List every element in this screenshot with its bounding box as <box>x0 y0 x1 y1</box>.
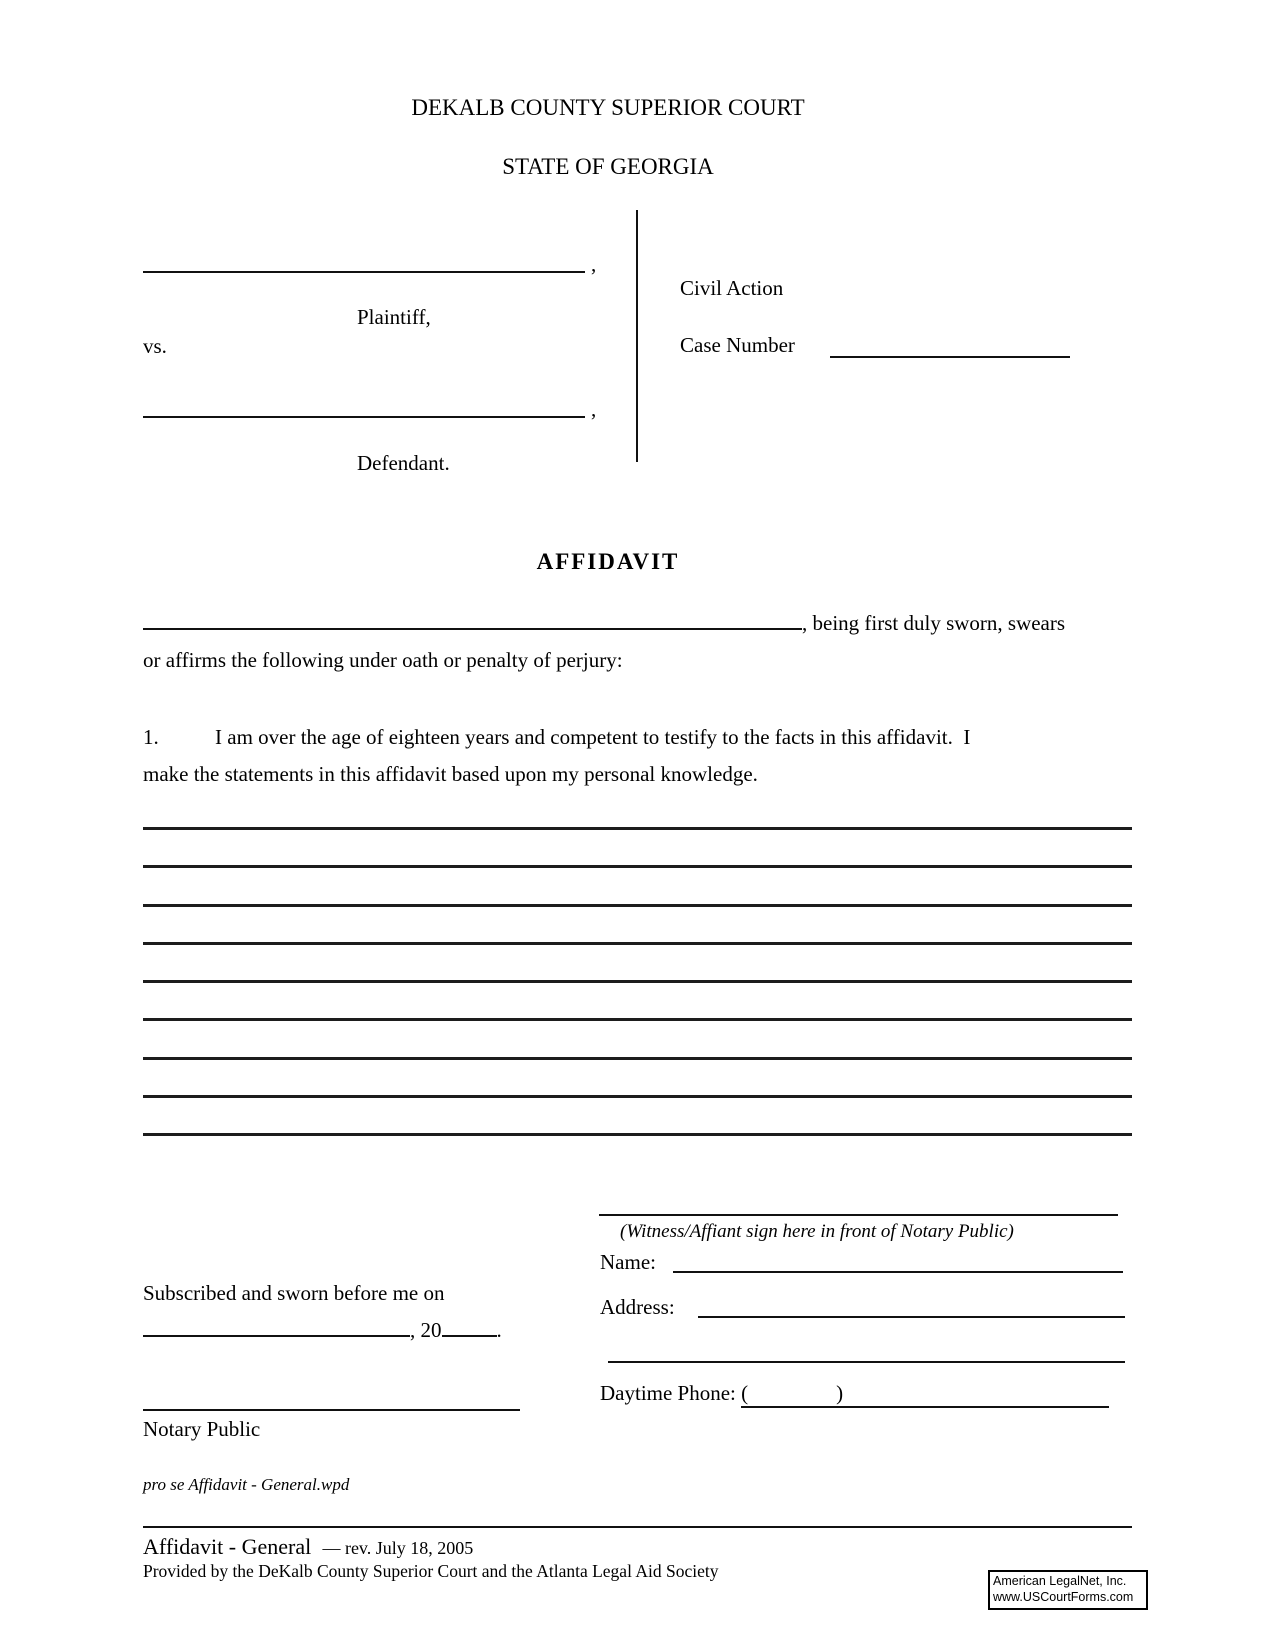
statement-blank-line[interactable] <box>143 827 1132 830</box>
notary-signature-blank[interactable] <box>143 1409 520 1411</box>
item1-text-line1: I am over the age of eighteen years and competent to testify to the facts in this affidavit. I <box>215 725 971 749</box>
legalnet-url: www.USCourtForms.com <box>993 1590 1134 1604</box>
daytime-phone-label: Daytime Phone: <box>600 1381 736 1405</box>
address-blank-line2[interactable] <box>608 1361 1125 1363</box>
name-blank[interactable] <box>673 1271 1123 1273</box>
provided-by-text: Provided by the DeKalb County Superior Court and the Atlanta Legal Aid Society <box>143 1561 719 1581</box>
defendant-label: Defendant. <box>357 451 450 475</box>
versus-label: vs. <box>143 334 167 358</box>
item1-text-line2: make the statements in this affidavit based upon my personal knowledge. <box>143 762 758 786</box>
statement-writing-area[interactable] <box>143 827 1132 1139</box>
date-year-prefix: , 20 <box>410 1318 442 1342</box>
court-title: DEKALB COUNTY SUPERIOR COURT <box>411 95 805 120</box>
statement-blank-line[interactable] <box>143 942 1132 945</box>
plaintiff-name-blank[interactable] <box>143 271 585 273</box>
affidavit-heading: AFFIDAVIT <box>536 549 680 574</box>
footer-rule <box>143 1526 1132 1528</box>
statement-blank-line[interactable] <box>143 1018 1132 1021</box>
footer-title-row <box>143 1534 473 1560</box>
statement-blank-line[interactable] <box>143 1057 1132 1060</box>
address-label: Address: <box>600 1295 675 1319</box>
statement-blank-line[interactable] <box>143 1095 1132 1098</box>
statement-blank-line[interactable] <box>143 1133 1132 1136</box>
item1-number: 1. <box>143 725 159 749</box>
intro-line1 <box>143 611 1065 636</box>
case-number-blank[interactable] <box>830 356 1070 358</box>
year-blank[interactable] <box>442 1335 497 1337</box>
intro-suffix: , being first duly sworn, swears <box>802 611 1066 635</box>
plaintiff-label: Plaintiff, <box>357 305 431 329</box>
legalnet-badge <box>988 1570 1148 1610</box>
form-title: Affidavit - General <box>143 1534 312 1559</box>
statement-blank-line[interactable] <box>143 904 1132 907</box>
sign-here-caption: (Witness/Affiant sign here in front of Notary Public) <box>620 1221 1014 1242</box>
caption-divider-line <box>636 210 638 462</box>
statement-blank-line[interactable] <box>143 865 1132 868</box>
case-number-label: Case Number <box>680 333 795 357</box>
defendant-name-blank[interactable] <box>143 416 585 418</box>
notary-public-label: Notary Public <box>143 1417 261 1441</box>
name-label: Name: <box>600 1250 656 1274</box>
legalnet-name: American LegalNet, Inc. <box>993 1574 1127 1588</box>
intro-line2: or affirms the following under oath or penalty of perjury: <box>143 648 623 672</box>
statement-blank-line[interactable] <box>143 980 1132 983</box>
state-title: STATE OF GEORGIA <box>502 154 714 179</box>
plaintiff-blank-comma: , <box>591 252 597 276</box>
defendant-blank-comma: , <box>591 397 597 421</box>
form-filename: pro se Affidavit - General.wpd <box>143 1475 350 1494</box>
daytime-phone-blank[interactable] <box>741 1381 1109 1408</box>
phone-paren-close: ) <box>836 1381 844 1405</box>
form-revision: — rev. July 18, 2005 <box>322 1538 474 1558</box>
affiant-name-blank[interactable] <box>143 628 802 630</box>
subscribed-date-row <box>143 1318 502 1343</box>
phone-paren-open: ( <box>741 1381 749 1405</box>
daytime-phone-row <box>600 1381 1109 1408</box>
affiant-signature-blank[interactable] <box>599 1214 1118 1216</box>
date-blank[interactable] <box>143 1335 410 1337</box>
address-blank[interactable] <box>698 1316 1125 1318</box>
subscribed-text: Subscribed and sworn before me on <box>143 1281 445 1305</box>
date-period: . <box>496 1318 502 1342</box>
civil-action-label: Civil Action <box>680 276 784 300</box>
